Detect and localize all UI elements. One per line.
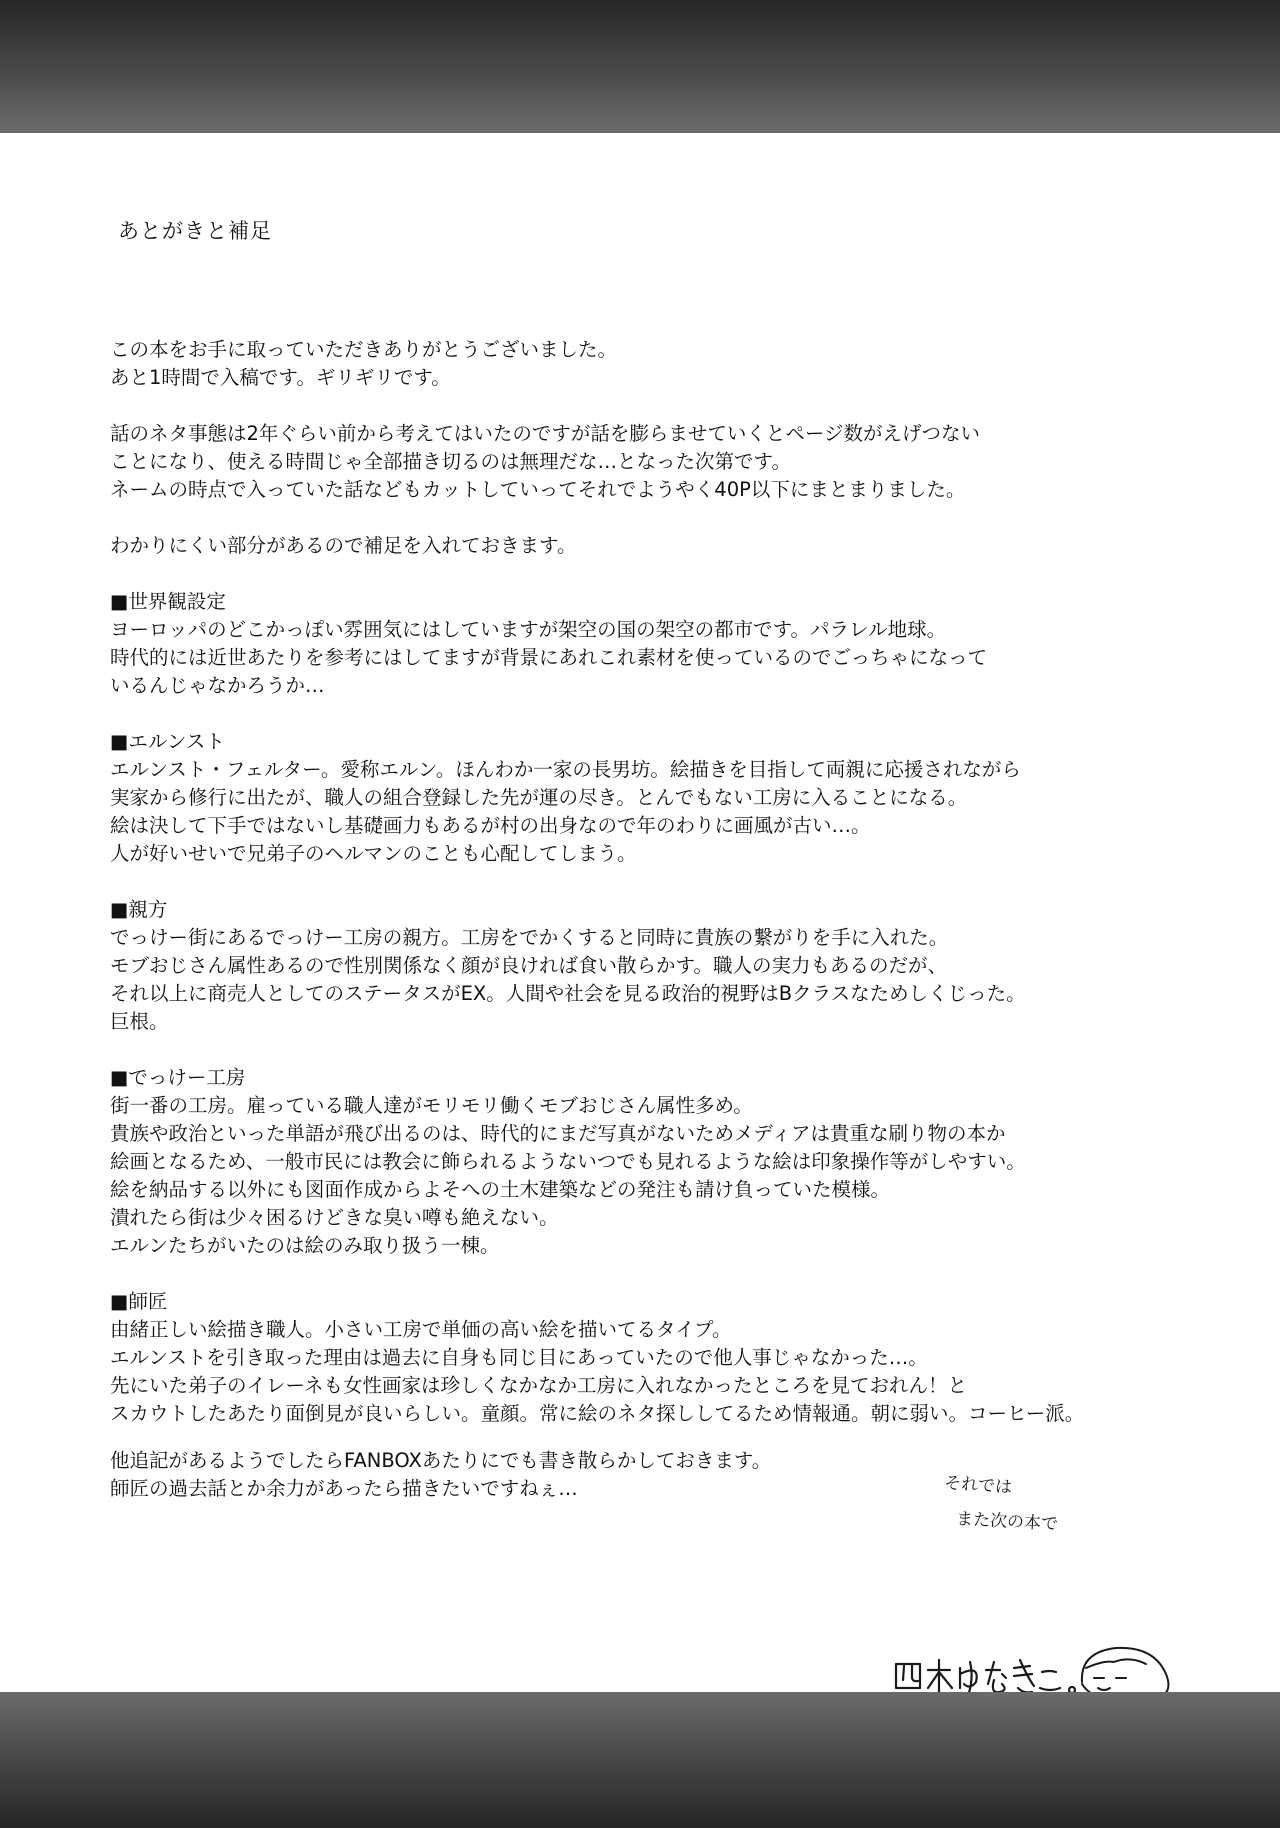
handwritten-signoff bbox=[940, 1473, 1140, 1541]
text-line: エルンストを引き取った理由は過去に自身も同じ目にあっていたので他人事じゃなかった…。 bbox=[110, 1346, 928, 1369]
section-big-workshop bbox=[110, 1064, 1190, 1260]
intro-paragraph bbox=[110, 532, 1190, 560]
text-line: 絵は決して下手ではないし基礎画力もあるが村の出身なので年のわりに画風が古い…。 bbox=[110, 814, 871, 837]
section-heading: ■師匠 bbox=[110, 1290, 168, 1313]
section-ernst bbox=[110, 728, 1190, 868]
intro-paragraph bbox=[110, 336, 1190, 392]
signoff-line: それでは bbox=[943, 1473, 1013, 1498]
text-line: モブおじさん属性あるので性別関係なく顔が良ければ食い散らかす。職人の実力もあるのだが、 bbox=[110, 954, 947, 977]
text-line: いるんじゃなかろうか… bbox=[110, 674, 325, 697]
text-line: 絵を納品する以外にも図面作成からよそへの土木建築などの発注も請け負っていた模様。 bbox=[110, 1178, 891, 1201]
text-line: 絵画となるため、一般市民には教会に飾られるようないつでも見れるような絵は印象操作等がしやすい。 bbox=[110, 1150, 1026, 1173]
section-heading: ■世界観設定 bbox=[110, 590, 226, 613]
signoff-line: また次の本で bbox=[955, 1509, 1059, 1535]
text-line: わかりにくい部分があるので補足を入れておきます。 bbox=[110, 534, 577, 557]
scan-border-bottom bbox=[0, 1692, 1280, 1828]
section-heading: ■でっけー工房 bbox=[110, 1066, 246, 1089]
text-line: 街一番の工房。雇っている職人達がモリモリ働くモブおじさん属性多め。 bbox=[110, 1094, 753, 1117]
text-line: 貴族や政治といった単語が飛び出るのは、時代的にまだ写真がないためメディアは貴重な刷り物の本か bbox=[110, 1122, 1006, 1145]
scan-border-top bbox=[0, 0, 1280, 133]
text-line: 潰れたら街は少々困るけどきな臭い噂も絶えない。 bbox=[110, 1206, 559, 1229]
section-world-setting bbox=[110, 588, 1190, 700]
text-line: この本をお手に取っていただきありがとうございました。 bbox=[110, 338, 618, 361]
text-line: それ以上に商売人としてのステータスがEX。人間や社会を見る政治的視野はBクラスなためしくじった。 bbox=[110, 982, 1026, 1005]
text-line: ネームの時点で入っていた話などもカットしていってそれでようやく40P以下にまとまりました。 bbox=[110, 478, 966, 501]
text-line: 他追記があるようでしたらFANBOXあたりにでも書き散らかしておきます。 bbox=[110, 1449, 772, 1472]
text-line: 先にいた弟子のイレーネも女性画家は珍しくなかなか工房に入れなかったところを見ておれん！と bbox=[110, 1374, 968, 1397]
section-mentor bbox=[110, 1288, 1190, 1428]
text-line: ヨーロッパのどこかっぽい雰囲気にはしていますが架空の国の架空の都市です。パラレル地球。 bbox=[110, 618, 947, 641]
text-line: 由緒正しい絵描き職人。小さい工房で単価の高い絵を描いてるタイプ。 bbox=[110, 1318, 732, 1341]
text-line: 話のネタ事態は2年ぐらい前から考えてはいたのですが話を膨らませていくとページ数がえげつない bbox=[110, 422, 981, 445]
text-line: 時代的には近世あたりを参考にはしてますが背景にあれこれ素材を使っているのでごっちゃになって bbox=[110, 646, 988, 669]
text-line: 人が好いせいで兄弟子のヘルマンのことも心配してしまう。 bbox=[110, 842, 637, 865]
text-line: 師匠の過去話とか余力があったら描きたいですねぇ… bbox=[110, 1477, 578, 1500]
section-heading: ■親方 bbox=[110, 898, 168, 921]
text-line: 巨根。 bbox=[110, 1010, 169, 1033]
closing-paragraph bbox=[110, 1447, 771, 1503]
text-line: ことになり、使える時間じゃ全部描き切るのは無理だな…となった次第です。 bbox=[110, 450, 791, 473]
afterword-body bbox=[110, 336, 1190, 1456]
section-heading: ■エルンスト bbox=[110, 730, 225, 753]
afterword-page bbox=[0, 133, 1280, 1692]
text-line: あと1時間で入稿です。ギリギリです。 bbox=[110, 366, 451, 389]
text-line: エルンたちがいたのは絵のみ取り扱う一棟。 bbox=[110, 1234, 500, 1257]
text-line: 実家から修行に出たが、職人の組合登録した先が運の尽き。とんでもない工房に入ることになる。 bbox=[110, 786, 968, 809]
section-master-workshop-owner bbox=[110, 896, 1190, 1036]
text-line: スカウトしたあたり面倒見が良いらしい。童顔。常に絵のネタ探ししてるため情報通。朝に弱い。コーヒー派。 bbox=[110, 1402, 1085, 1425]
page-title: あとがきと補足 bbox=[118, 219, 272, 243]
text-line: でっけー街にあるでっけー工房の親方。工房をでかくすると同時に貴族の繋がりを手に入れた。 bbox=[110, 926, 949, 949]
intro-paragraph bbox=[110, 420, 1190, 504]
text-line: エルンスト・フェルター。愛称エルン。ほんわか一家の長男坊。絵描きを目指して両親に応援されながら bbox=[110, 758, 1021, 781]
